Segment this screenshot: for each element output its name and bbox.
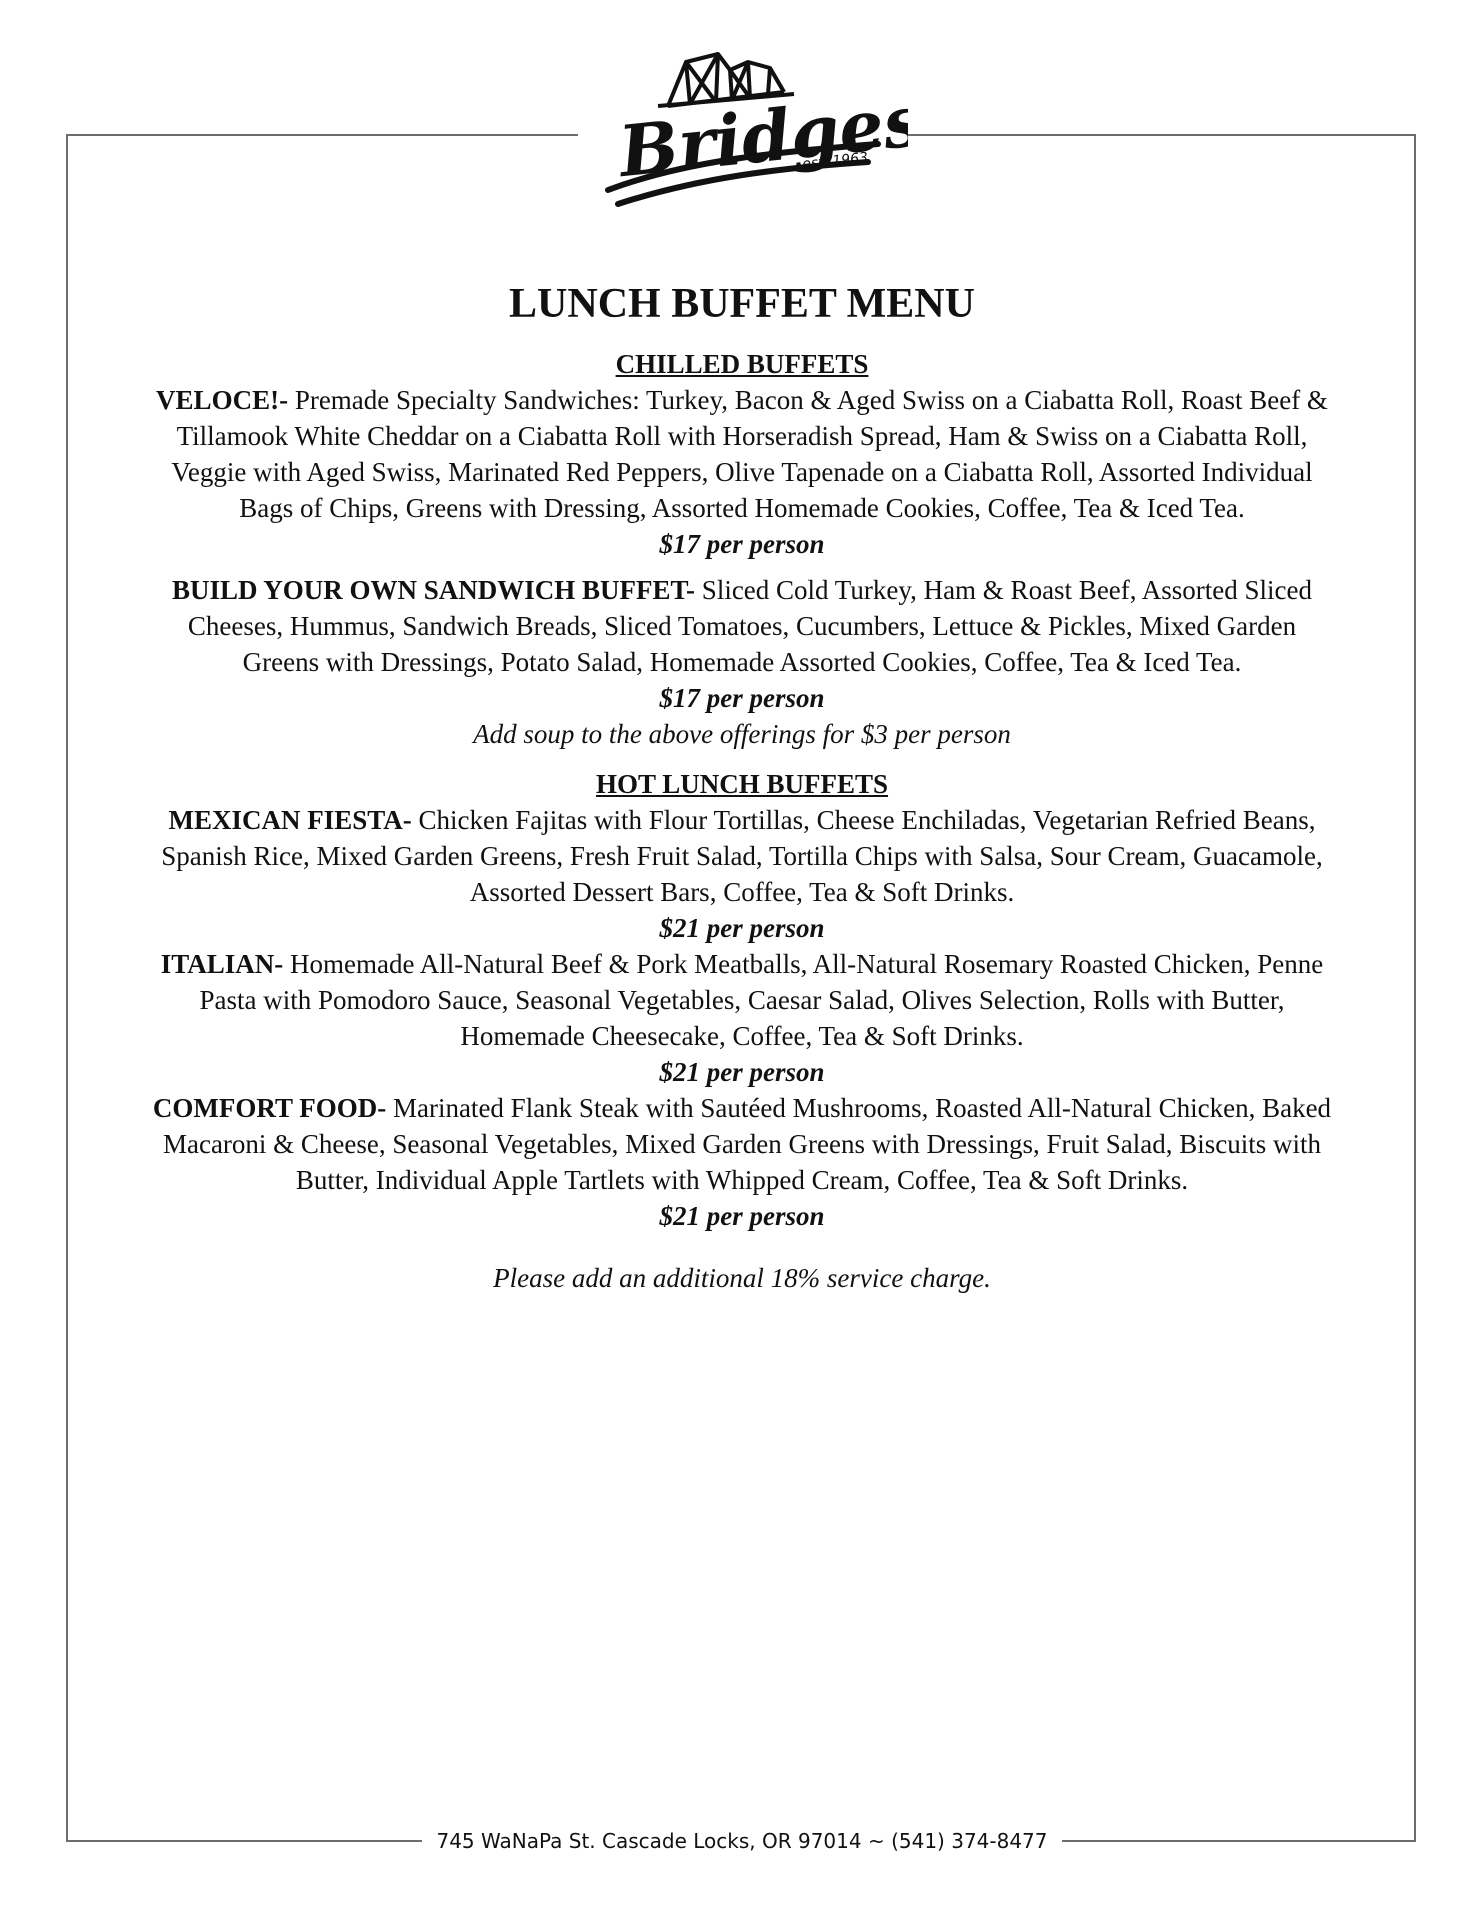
item-description: Homemade All-Natural Beef & Pork Meatballs, All-Natural Rosemary Roasted Chicken, Penne Pasta with Pomodoro Sauce, Seasonal Vegetables, Caesar Salad, Olives Selection, Rolls with Butter, Homemade Cheesecake, Coffee, Tea & Soft Drinks. (199, 949, 1324, 1051)
item-name: ITALIAN- (160, 949, 284, 979)
menu-item-veloce (150, 382, 1334, 526)
item-price: $17 per person (659, 683, 825, 713)
menu-item-mexican-fiesta (150, 802, 1334, 910)
menu-item-comfort-food (150, 1090, 1334, 1198)
menu-item-italian (150, 946, 1334, 1054)
item-price: $21 per person (659, 1057, 825, 1087)
item-name: COMFORT FOOD- (152, 1093, 387, 1123)
section-heading-hot: HOT LUNCH BUFFETS (595, 769, 889, 799)
svg-text:Bridgeside: Bridgeside (615, 66, 908, 194)
bridge-logo-icon (578, 40, 908, 210)
item-description: Premade Specialty Sandwiches: Turkey, Bacon & Aged Swiss on a Ciabatta Roll, Roast Beef & Tillamook White Cheddar on a Ciabatta Roll with Horseradish Spread, Ham & Swiss on a Ciabatta Roll, Veggie with Aged Swiss, Marinated Red Peppers, Olive Tapenade on a Ciabatta Roll, Assorted Individual Bags of Chips, Greens with Dressing, Assorted Homemade Cookies, Coffee, Tea & Iced Tea. (171, 385, 1328, 523)
item-name: MEXICAN FIESTA- (168, 805, 412, 835)
item-name: BUILD YOUR OWN SANDWICH BUFFET- (171, 575, 696, 605)
service-charge-note: Please add an additional 18% service charge. (493, 1263, 991, 1293)
soup-note: Add soup to the above offerings for $3 per person (473, 719, 1011, 749)
item-description: Marinated Flank Steak with Sautéed Mushrooms, Roasted All-Natural Chicken, Baked Macaroni & Cheese, Seasonal Vegetables, Mixed Garden Greens with Dressings, Fruit Salad, Biscuits with Butter, Individual Apple Tartlets with Whipped Cream, Coffee, Tea & Soft Drinks. (162, 1093, 1332, 1195)
item-description: Chicken Fajitas with Flour Tortillas, Cheese Enchiladas, Vegetarian Refried Beans, Spanish Rice, Mixed Garden Greens, Fresh Fruit Salad, Tortilla Chips with Salsa, Sour Cream, Guacamole, Assorted Dessert Bars, Coffee, Tea & Soft Drinks. (161, 805, 1323, 907)
item-price: $21 per person (659, 1201, 825, 1231)
bridgeside-logo (578, 40, 908, 210)
page-title: LUNCH BUFFET MENU (509, 281, 975, 327)
item-price: $21 per person (659, 913, 825, 943)
footer-address (0, 1826, 1484, 1856)
section-heading-chilled: CHILLED BUFFETS (615, 349, 869, 379)
item-price: $17 per person (659, 529, 825, 559)
item-description: Sliced Cold Turkey, Ham & Roast Beef, Assorted Sliced Cheeses, Hummus, Sandwich Breads, Sliced Tomatoes, Cucumbers, Lettuce & Pickles, Mixed Garden Greens with Dressings, Potato Salad, Homemade Assorted Cookies, Coffee, Tea & Iced Tea. (187, 575, 1313, 677)
item-name: VELOCE!- (156, 385, 289, 415)
footer-text: 745 WaNaPa St. Cascade Locks, OR 97014 ~ (541) 374-8477 (422, 1829, 1061, 1853)
menu-item-build-your-own (150, 572, 1334, 680)
menu-content (150, 270, 1334, 1296)
svg-text:est. 1963: est. 1963 (801, 149, 869, 173)
